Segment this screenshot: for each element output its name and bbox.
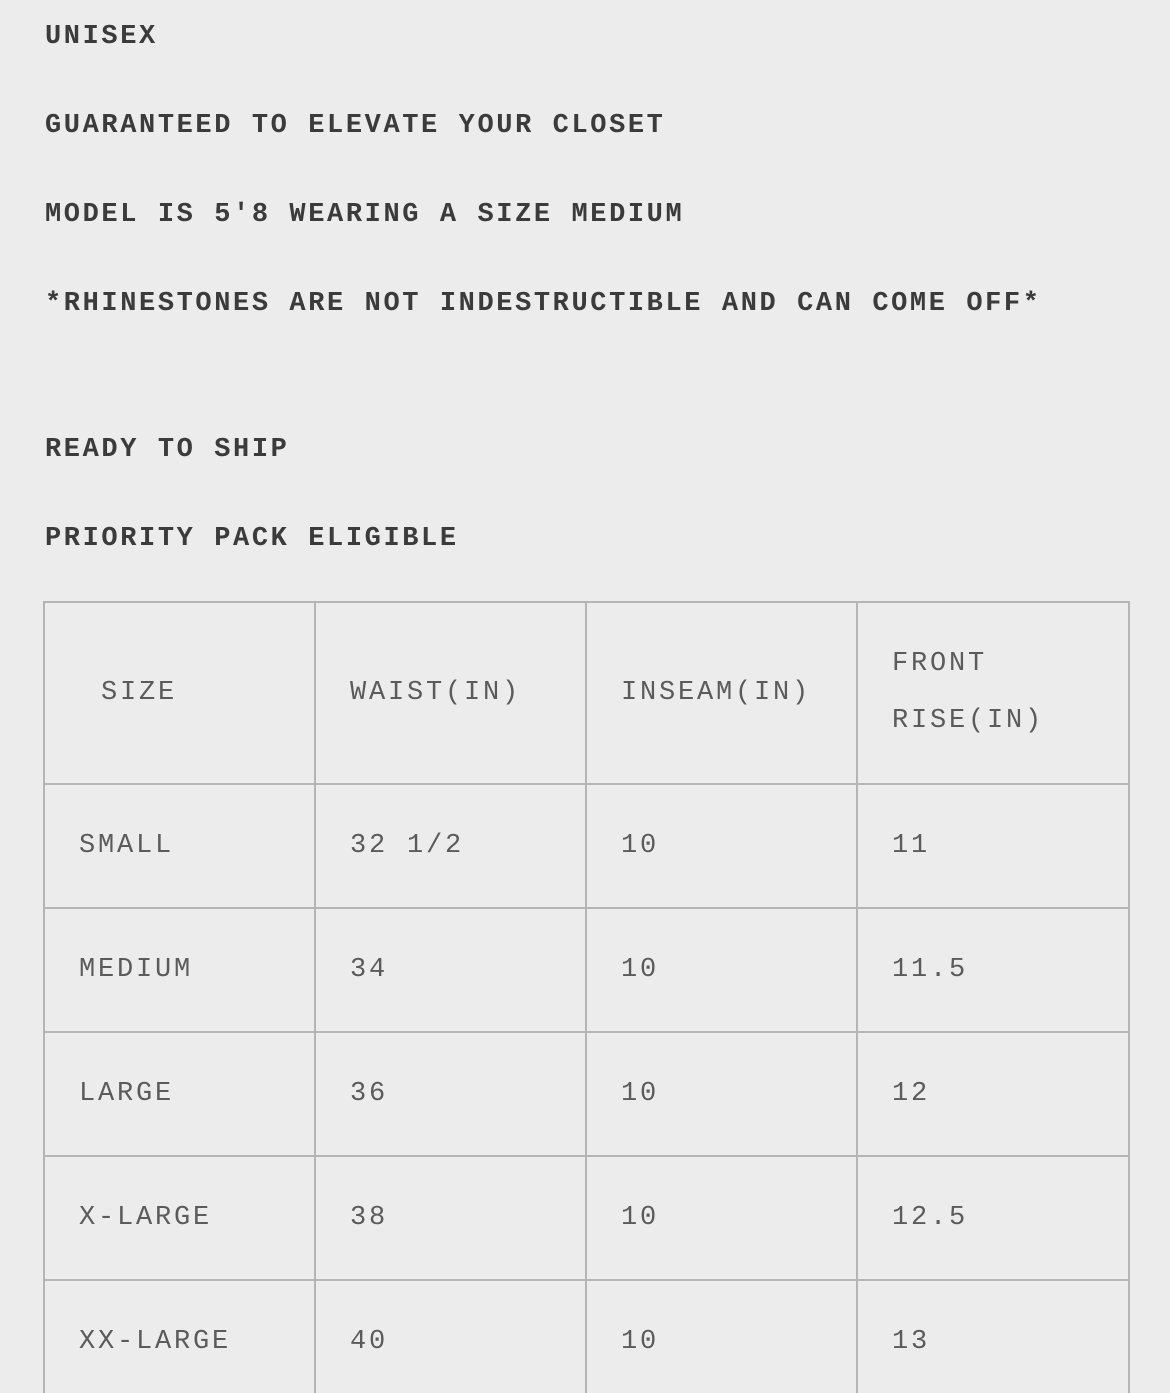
cell-waist: 34 <box>315 908 586 1032</box>
description-line-priority-pack: PRIORITY PACK ELIGIBLE <box>45 524 459 554</box>
cell-inseam: 10 <box>586 1156 857 1280</box>
cell-front-rise: 13 <box>857 1280 1129 1393</box>
cell-size: LARGE <box>44 1032 315 1156</box>
description-line-model-size: MODEL IS 5'8 WEARING A SIZE MEDIUM <box>45 200 685 230</box>
table-row <box>44 1280 1129 1393</box>
cell-waist: 36 <box>315 1032 586 1156</box>
cell-size: MEDIUM <box>44 908 315 1032</box>
cell-front-rise: 12.5 <box>857 1156 1129 1280</box>
description-line-rhinestone-warning: *RHINESTONES ARE NOT INDESTRUCTIBLE AND CAN COME OFF* <box>45 289 1042 319</box>
cell-size: SMALL <box>44 784 315 908</box>
cell-waist: 32 1/2 <box>315 784 586 908</box>
size-chart-table <box>43 601 1130 1393</box>
size-chart-header-row <box>44 602 1129 784</box>
cell-front-rise: 12 <box>857 1032 1129 1156</box>
table-row <box>44 1156 1129 1280</box>
cell-front-rise: 11.5 <box>857 908 1129 1032</box>
description-line-unisex: UNISEX <box>45 22 158 52</box>
table-row <box>44 1032 1129 1156</box>
cell-inseam: 10 <box>586 1280 857 1393</box>
cell-front-rise: 11 <box>857 784 1129 908</box>
header-inseam: INSEAM(IN) <box>586 602 857 784</box>
header-size: SIZE <box>44 602 315 784</box>
cell-waist: 38 <box>315 1156 586 1280</box>
cell-waist: 40 <box>315 1280 586 1393</box>
description-line-ready-to-ship: READY TO SHIP <box>45 435 290 465</box>
cell-inseam: 10 <box>586 1032 857 1156</box>
cell-inseam: 10 <box>586 784 857 908</box>
header-front-rise <box>857 602 1129 784</box>
cell-inseam: 10 <box>586 908 857 1032</box>
header-front-rise-label: FRONT RISE(IN) <box>892 649 1045 736</box>
cell-size: X-LARGE <box>44 1156 315 1280</box>
header-waist: WAIST(IN) <box>315 602 586 784</box>
cell-size: XX-LARGE <box>44 1280 315 1393</box>
table-row <box>44 908 1129 1032</box>
description-line-guarantee: GUARANTEED TO ELEVATE YOUR CLOSET <box>45 111 666 141</box>
table-row <box>44 784 1129 908</box>
